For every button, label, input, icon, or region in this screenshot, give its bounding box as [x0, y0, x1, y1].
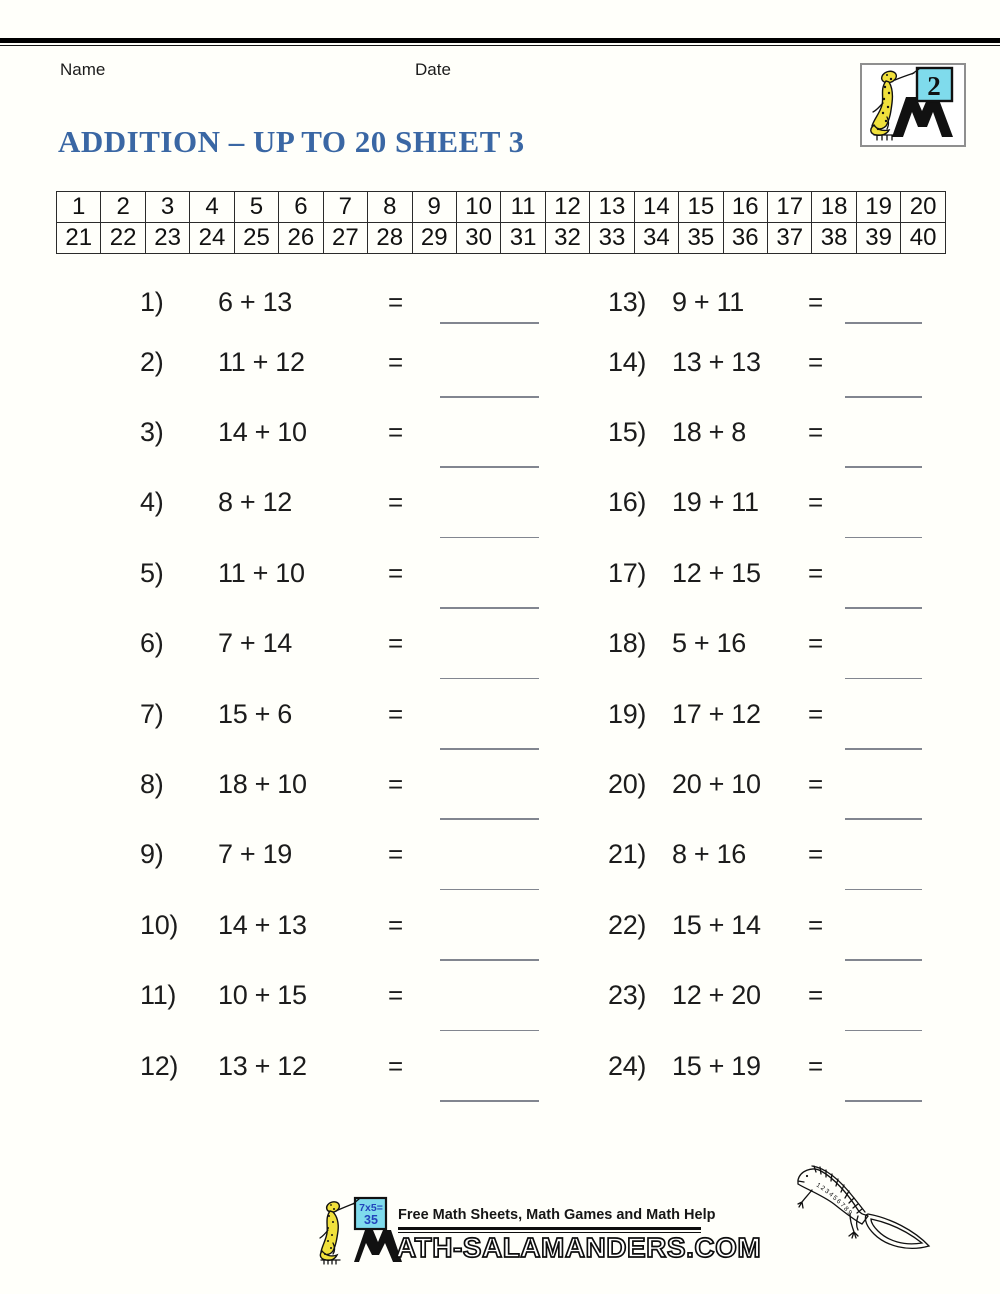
grid-cell: 12: [545, 192, 589, 223]
problem-number: 5): [140, 557, 164, 588]
answer-line[interactable]: [845, 322, 922, 324]
equals-sign: =: [388, 980, 403, 1011]
equals-sign: =: [388, 839, 403, 870]
answer-line[interactable]: [440, 748, 539, 750]
salamander-side-numbers: 123456789: [814, 1181, 855, 1218]
grid-cell: 3: [145, 192, 189, 223]
answer-line[interactable]: [440, 396, 539, 398]
problem-expression: 15 + 19: [672, 1050, 761, 1081]
equals-sign: =: [388, 557, 403, 588]
equals-sign: =: [808, 839, 823, 870]
equals-sign: =: [388, 287, 403, 317]
problem-expression: 11 + 12: [218, 346, 305, 377]
footer-board-line1: 7x5=: [359, 1202, 383, 1214]
equals-sign: =: [808, 980, 823, 1011]
problem-expression: 12 + 15: [672, 557, 761, 588]
answer-line[interactable]: [845, 818, 922, 820]
footer-tagline: Free Math Sheets, Math Games and Math Help: [398, 1207, 716, 1223]
problem-number: 4): [140, 487, 164, 518]
equals-sign: =: [808, 287, 823, 317]
grid-cell: 7: [323, 192, 367, 223]
grid-cell: 31: [501, 223, 545, 254]
answer-line[interactable]: [845, 678, 922, 680]
equals-sign: =: [808, 768, 823, 799]
answer-line[interactable]: [845, 607, 922, 609]
problem-number: 8): [140, 768, 164, 799]
grid-cell: 35: [679, 223, 723, 254]
grid-cell: 21: [57, 223, 101, 254]
problem-expression: 10 + 15: [218, 980, 307, 1011]
answer-line[interactable]: [440, 678, 539, 680]
grid-cell: 17: [768, 192, 812, 223]
grid-cell: 20: [901, 192, 946, 223]
problem-expression: 7 + 19: [218, 839, 293, 870]
grid-cell: 16: [723, 192, 767, 223]
equals-sign: =: [808, 698, 823, 729]
problem-number: 22): [608, 909, 647, 940]
grid-cell: 14: [634, 192, 678, 223]
problem-number: 24): [608, 1050, 647, 1081]
problem-expression: 9 + 11: [672, 287, 745, 317]
answer-line[interactable]: [440, 466, 539, 468]
problem-number: 14): [608, 346, 647, 377]
answer-line[interactable]: [440, 889, 539, 891]
page-title: ADDITION – UP TO 20 SHEET 3: [58, 124, 525, 159]
problem-expression: 14 + 13: [218, 909, 307, 940]
name-label: Name: [60, 60, 106, 79]
problem-number: 23): [608, 980, 647, 1011]
equals-sign: =: [808, 1050, 823, 1081]
problem-number: 17): [608, 557, 647, 588]
problem-expression: 7 + 14: [218, 628, 293, 659]
grid-cell: 29: [412, 223, 456, 254]
problem-number: 7): [140, 698, 164, 729]
problem-number: 13): [608, 287, 647, 317]
grid-cell: 38: [812, 223, 856, 254]
grid-cell: 32: [545, 223, 589, 254]
grid-cell: 37: [768, 223, 812, 254]
grid-cell: 1: [57, 192, 101, 223]
problem-expression: 8 + 16: [672, 839, 747, 870]
equals-sign: =: [388, 909, 403, 940]
date-label: Date: [415, 60, 451, 79]
problem-expression: 19 + 11: [672, 487, 759, 518]
problem-expression: 13 + 12: [218, 1050, 307, 1081]
grade-number: 2: [927, 71, 941, 101]
problem-number: 21): [608, 839, 647, 870]
answer-line[interactable]: [845, 537, 922, 539]
problem-expression: 15 + 14: [672, 909, 761, 940]
problem-expression: 6 + 13: [218, 287, 293, 317]
equals-sign: =: [808, 557, 823, 588]
grid-cell: 22: [101, 223, 145, 254]
problem-expression: 13 + 13: [672, 346, 761, 377]
grid-cell: 24: [190, 223, 234, 254]
answer-line[interactable]: [440, 959, 539, 961]
equals-sign: =: [388, 698, 403, 729]
equals-sign: =: [388, 628, 403, 659]
answer-line[interactable]: [845, 396, 922, 398]
footer-domain-text: ATH-SALAMANDERS.COM: [396, 1232, 762, 1263]
grid-cell: 4: [190, 192, 234, 223]
grid-cell: 11: [501, 192, 545, 223]
grid-cell: 40: [901, 223, 946, 254]
problem-expression: 20 + 10: [672, 768, 761, 799]
grid-cell: 19: [856, 192, 900, 223]
grid-cell: 8: [368, 192, 412, 223]
problem-expression: 14 + 10: [218, 416, 307, 447]
grid-cell: 36: [723, 223, 767, 254]
grid-cell: 26: [279, 223, 323, 254]
grid-cell: 5: [234, 192, 278, 223]
equals-sign: =: [808, 416, 823, 447]
answer-line[interactable]: [440, 818, 539, 820]
grid-cell: 23: [145, 223, 189, 254]
footer-m-letter: [354, 1230, 402, 1262]
footer-rule-thick: [398, 1227, 701, 1230]
problem-expression: 12 + 20: [672, 980, 761, 1011]
equals-sign: =: [388, 416, 403, 447]
problem-number: 9): [140, 839, 164, 870]
problem-expression: 8 + 12: [218, 487, 293, 518]
problem-expression: 17 + 12: [672, 698, 761, 729]
problem-number: 10): [140, 909, 179, 940]
grid-cell: 25: [234, 223, 278, 254]
equals-sign: =: [808, 909, 823, 940]
equals-sign: =: [388, 487, 403, 518]
problem-expression: 15 + 6: [218, 698, 293, 729]
grid-cell: 13: [590, 192, 634, 223]
grid-cell: 6: [279, 192, 323, 223]
answer-line[interactable]: [845, 466, 922, 468]
problem-number: 6): [140, 628, 164, 659]
grid-cell: 9: [412, 192, 456, 223]
problem-number: 20): [608, 768, 647, 799]
answer-line[interactable]: [440, 322, 539, 324]
answer-line[interactable]: [845, 959, 922, 961]
grid-cell: 28: [368, 223, 412, 254]
grid-cell: 39: [856, 223, 900, 254]
grid-cell: 10: [456, 192, 500, 223]
problem-number: 16): [608, 487, 647, 518]
problem-number: 3): [140, 416, 164, 447]
equals-sign: =: [808, 487, 823, 518]
answer-line[interactable]: [845, 748, 922, 750]
svg-text:123456789: [815, 1182, 854, 1218]
answer-line[interactable]: [845, 1100, 922, 1102]
answer-line[interactable]: [440, 607, 539, 609]
grid-cell: 30: [456, 223, 500, 254]
grid-cell: 15: [679, 192, 723, 223]
problem-expression: 18 + 8: [672, 416, 747, 447]
answer-line[interactable]: [440, 1100, 539, 1102]
grid-cell: 34: [634, 223, 678, 254]
problem-expression: 5 + 16: [672, 628, 747, 659]
problem-expression: 11 + 10: [218, 557, 305, 588]
equals-sign: =: [388, 346, 403, 377]
grid-cell: 27: [323, 223, 367, 254]
problem-number: 1): [140, 287, 164, 317]
problem-expression: 18 + 10: [218, 768, 307, 799]
equals-sign: =: [808, 346, 823, 377]
answer-line[interactable]: [845, 889, 922, 891]
problem-number: 19): [608, 698, 647, 729]
answer-line[interactable]: [440, 537, 539, 539]
problem-number: 2): [140, 346, 164, 377]
grid-cell: 18: [812, 192, 856, 223]
problem-number: 15): [608, 416, 647, 447]
problem-number: 12): [140, 1050, 179, 1081]
equals-sign: =: [388, 768, 403, 799]
problem-number: 18): [608, 628, 647, 659]
equals-sign: =: [388, 1050, 403, 1081]
equals-sign: =: [808, 628, 823, 659]
grid-cell: 2: [101, 192, 145, 223]
answer-line[interactable]: [440, 1030, 539, 1032]
grid-cell: 33: [590, 223, 634, 254]
answer-line[interactable]: [845, 1030, 922, 1032]
salamander-drawing: [792, 1158, 940, 1258]
footer-board-line2: 35: [364, 1213, 378, 1227]
problem-number: 11): [140, 980, 177, 1011]
footer-salamander-logo-icon: [318, 1196, 406, 1266]
